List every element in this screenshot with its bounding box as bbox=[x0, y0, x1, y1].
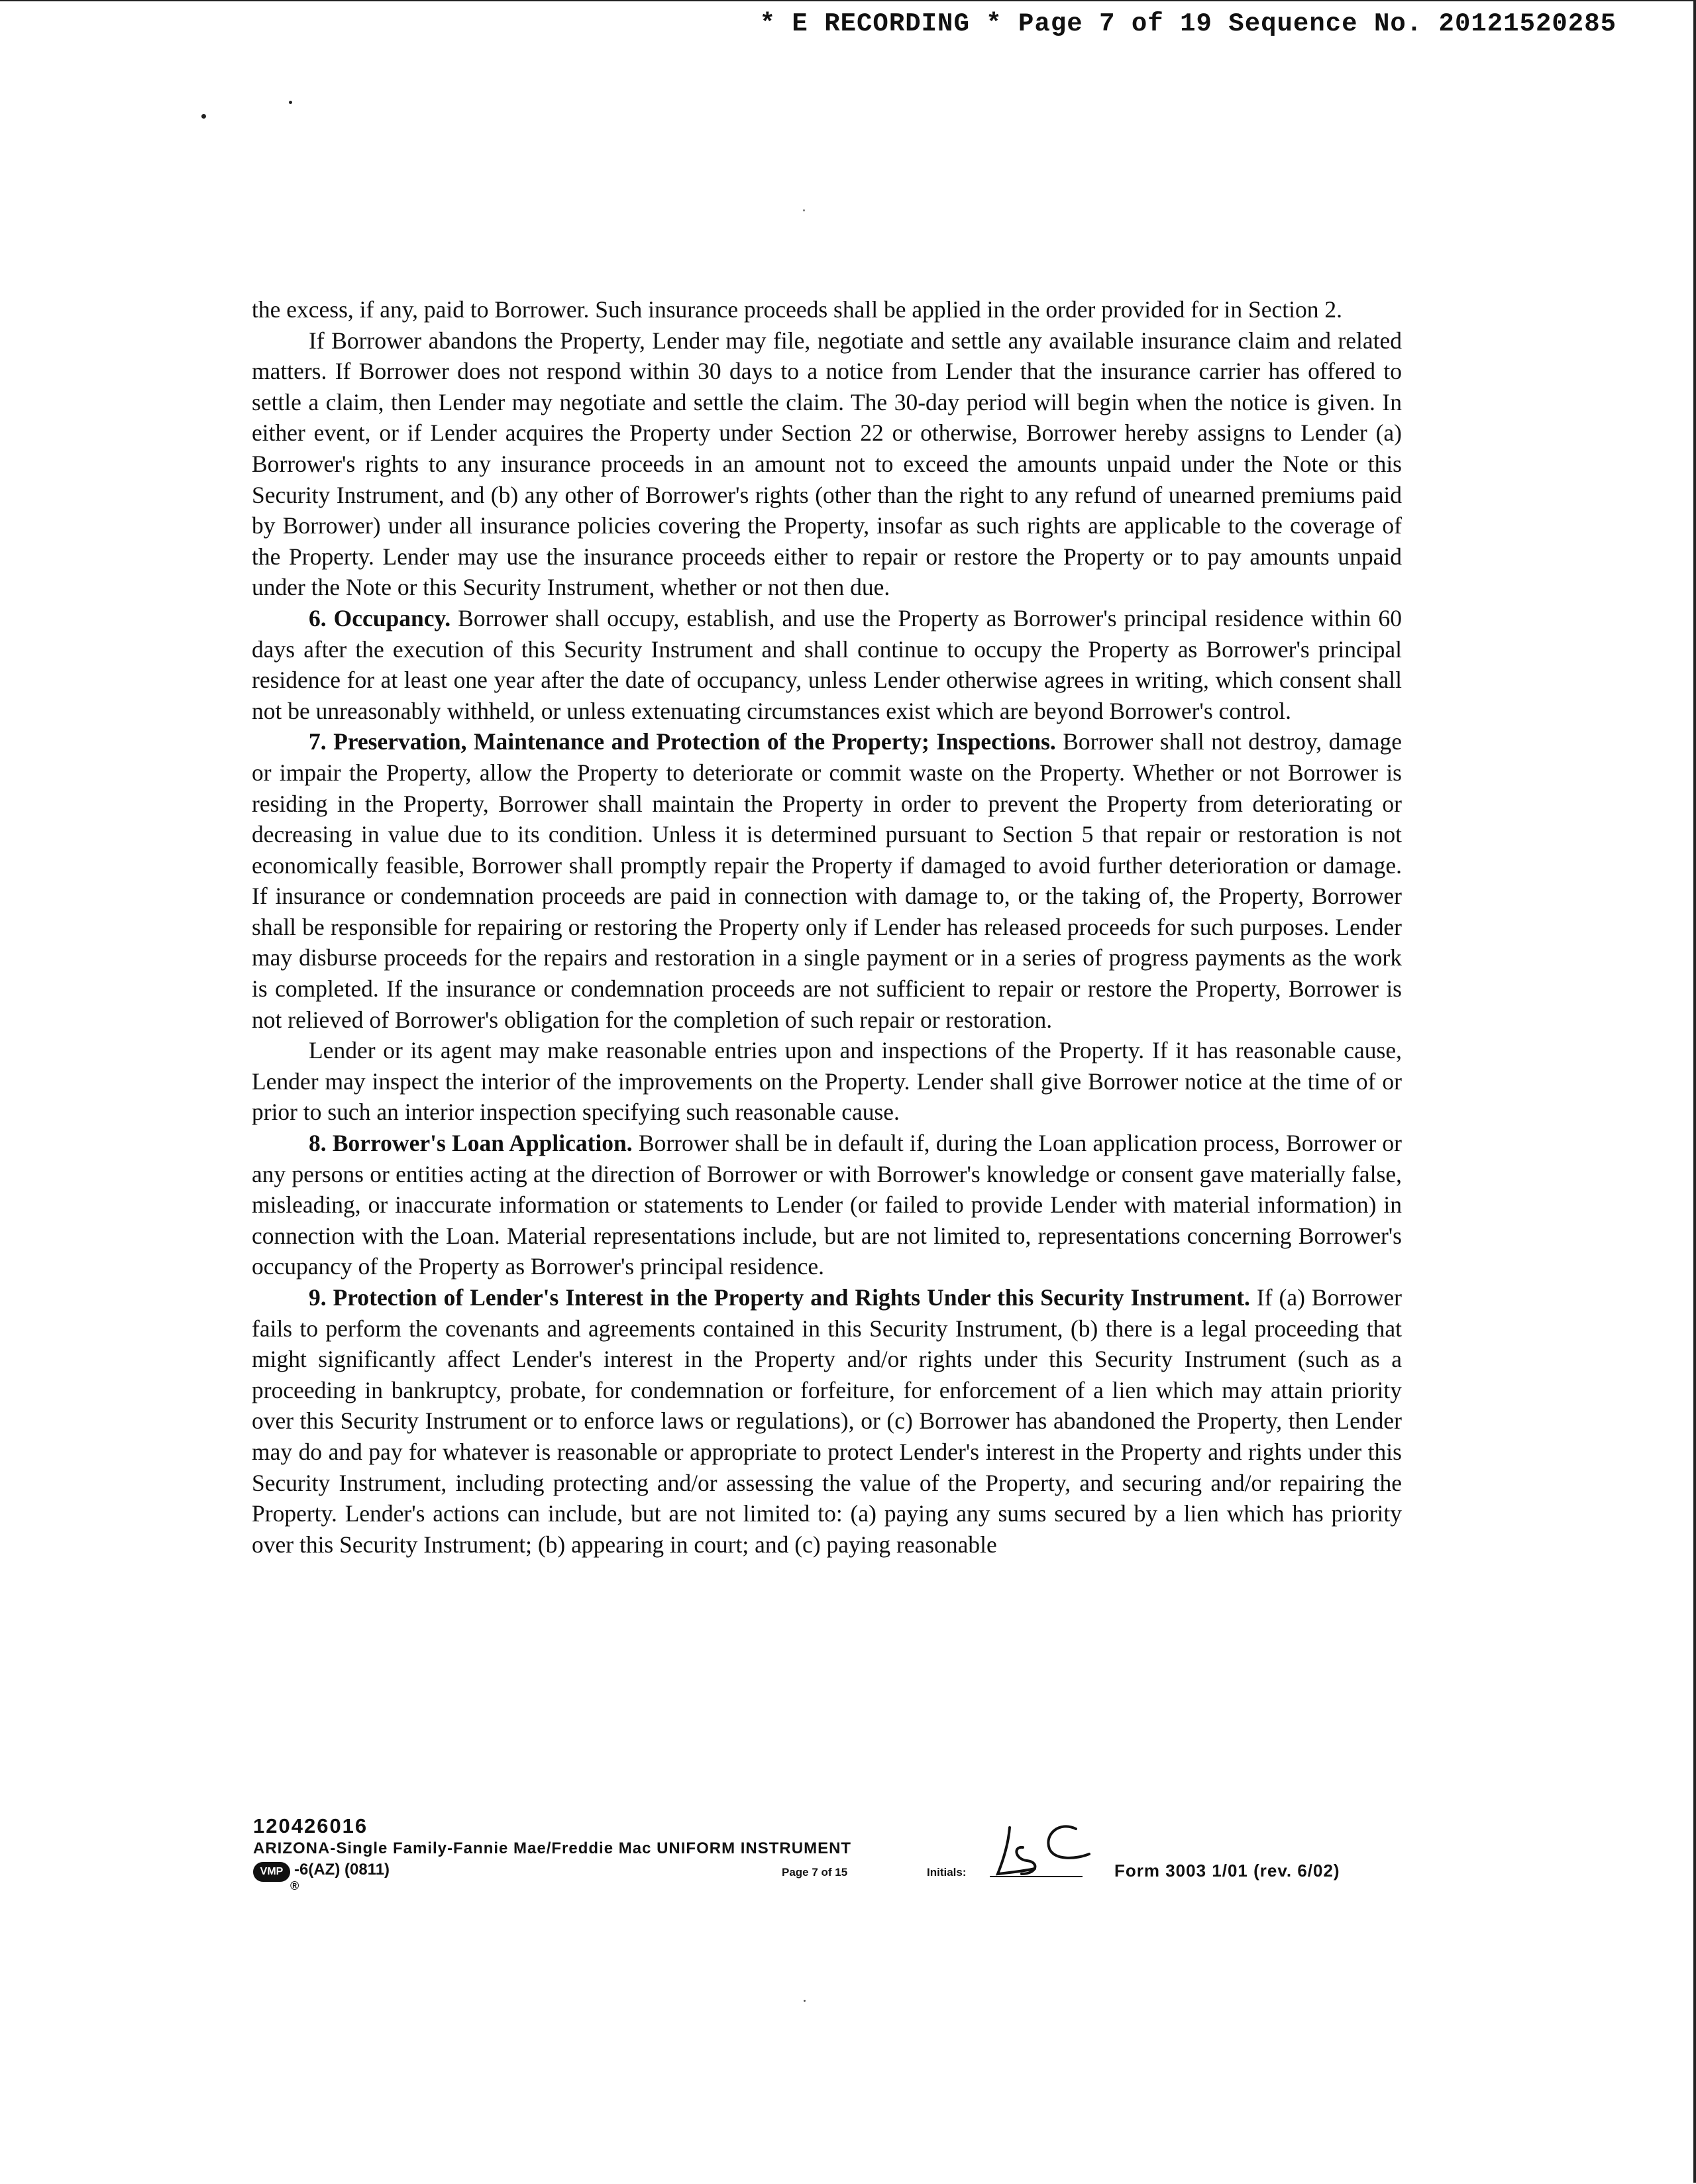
paragraph-insurance-excess: the excess, if any, paid to Borrower. Such insurance proceeds shall be applied in the order provided for in Section 2. bbox=[252, 296, 1343, 323]
section-7-text: Borrower shall not destroy, damage or impair the Property, allow the Property to deteriorate or commit waste on the Property. Whether or not Borrower is residing in the Property, Borrower shall maintain the Property in order to prevent the Property from deteriorating or decreasing in value due to its condition. Unless it is determined pursuant to Section 5 that repair or restoration is not economically feasible, Borrower shall promptly repair the Property if damaged to avoid further deterioration or damage. If insurance or condemnation proceeds are paid in connection with damage to, or the taking of, the Property, Borrower shall be responsible for repairing or restoring the Property only if Lender has released proceeds for such purposes. Lender may disburse proceeds for the repairs and restoration in a single payment or in a series of progress payments as the work is completed. If the insurance or condemnation proceeds are not sufficient to repair or restore the Property, Borrower is not relieved of Borrower's obligation for the completion of such repair or restoration. bbox=[252, 728, 1402, 1033]
paragraph-inspection: Lender or its agent may make reasonable entries upon and inspections of the Property. If it has reasonable cause, Lender may inspect the interior of the improvements on the Property. Lender shall give Borrower notice at the time of or prior to such an interior inspection specifying such reasonable cause. bbox=[252, 1037, 1402, 1126]
section-7-heading: 7. Preservation, Maintenance and Protection of the Property; Inspections. bbox=[309, 728, 1056, 755]
initials-signature bbox=[983, 1808, 1096, 1881]
form-number: Form 3003 1/01 (rev. 6/02) bbox=[1114, 1861, 1340, 1881]
form-page-number: Page 7 of 15 bbox=[782, 1866, 848, 1879]
vmp-logo: VMP bbox=[253, 1862, 290, 1882]
loan-number: 120426016 bbox=[253, 1814, 368, 1837]
form-info-row bbox=[253, 1859, 1403, 1894]
scan-speck bbox=[804, 2000, 806, 2002]
section-8-loan-application bbox=[252, 1128, 1402, 1282]
section-7-preservation bbox=[252, 726, 1402, 1035]
form-footer bbox=[253, 1814, 1403, 1894]
form-code: -6(AZ) (0811) bbox=[294, 1861, 390, 1879]
scan-speck bbox=[201, 114, 206, 119]
paragraph-abandonment: If Borrower abandons the Property, Lender may file, negotiate and settle any available insurance claim and related matters. If Borrower does not respond within 30 days to a notice from Lender that the insurance carrier has offered to settle a claim, then Lender may negotiate and settle the claim. The 30-day period will begin when the notice is given. In either event, or if Lender acquires the Property under Section 22 or otherwise, Borrower hereby assigns to Lender (a) Borrower's rights to any insurance proceeds in an amount not to exceed the amounts unpaid under the Note or this Security Instrument, and (b) any other of Borrower's rights (other than the right to any refund of unearned premiums paid by Borrower) under all insurance policies covering the Property, insofar as such rights are applicable to the coverage of the Property. Lender may use the insurance proceeds either to repair or restore the Property or to pay amounts unpaid under the Note or this Security Instrument, whether or not then due. bbox=[252, 327, 1402, 601]
scan-speck bbox=[289, 101, 292, 104]
registered-mark-icon: ® bbox=[290, 1879, 299, 1892]
scan-speck bbox=[803, 209, 805, 211]
recording-header: * E RECORDING * Page 7 of 19 Sequence No. 20121520285 bbox=[759, 9, 1616, 38]
form-title: ARIZONA-Single Family-Fannie Mae/Freddie Mac UNIFORM INSTRUMENT bbox=[253, 1839, 852, 1857]
section-9-heading: 9. Protection of Lender's Interest in the Property and Rights Under this Security Instrument. bbox=[309, 1284, 1250, 1311]
section-6-occupancy bbox=[252, 603, 1402, 726]
document-body bbox=[252, 294, 1402, 1560]
initials-label: Initials: bbox=[927, 1866, 967, 1879]
section-6-text: Borrower shall occupy, establish, and use the Property as Borrower's principal residence within 60 days after the execution of this Security Instrument and shall continue to occupy the Property as Borrower's principal residence for at least one year after the date of occupancy, unless Lender otherwise agrees in writing, which consent shall not be unreasonably withheld, or unless extenuating circumstances exist which are beyond Borrower's control. bbox=[252, 604, 1403, 724]
section-8-text: Borrower shall be in default if, during the Loan application process, Borrower or any persons or entities acting at the direction of Borrower or with Borrower's knowledge or consent gave materially false, misleading, or inaccurate information or statements to Lender (or failed to provide Lender with material information) in connection with the Loan. Material representations include, but are not limited to, representations concerning Borrower's occupancy of the Property as Borrower's principal residence. bbox=[252, 1130, 1402, 1280]
section-6-heading: 6. Occupancy. bbox=[309, 604, 451, 631]
section-9-text: If (a) Borrower fails to perform the covenants and agreements contained in this Security Instrument, (b) there is a legal proceeding that might significantly affect Lender's interest in the Property and/or rights under this Security Instrument (such as a proceeding in bankruptcy, probate, for condemnation or forfeiture, for enforcement of a lien which may attain priority over this Security Instrument or to enforce laws or regulations), or (c) Borrower has abandoned the Property, then Lender may do and pay for whatever is reasonable or appropriate to protect Lender's interest in the Property and rights under this Security Instrument, including protecting and/or assessing the value of the Property, and securing and/or repairing the Property. Lender's actions can include, but are not limited to: (a) paying any sums secured by a lien which has priority over this Security Instrument; (b) appearing in court; and (c) paying reasonable bbox=[252, 1284, 1402, 1558]
section-8-heading: 8. Borrower's Loan Application. bbox=[309, 1130, 633, 1157]
section-9-protection bbox=[252, 1282, 1402, 1560]
